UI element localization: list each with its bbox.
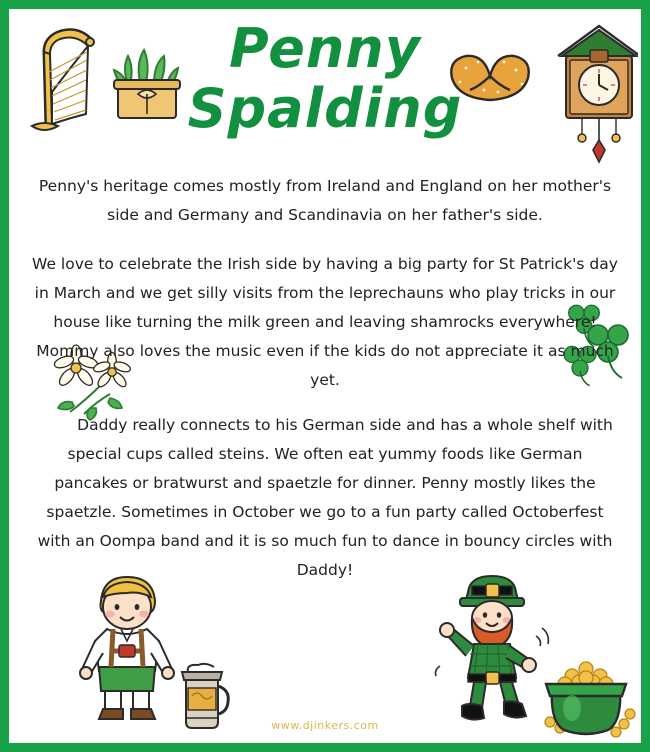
cuckoo-clock-icon (552, 22, 638, 172)
paragraph-2: We love to celebrate the Irish side by having a big party for St Patrick's day in March and we get silly visits from the leprechauns who play tricks in our house like turning the milk green and leaving shamrocks everywhere! Mommy also loves the music even if the kids do not appreciate it as much yet. (32, 255, 618, 389)
harp-icon (24, 22, 104, 137)
pretzel-icon (440, 42, 540, 108)
paragraph-3: Daddy really connects to his German side and has a whole shelf with special cups called steins. We often eat yummy foods like German pancakes or bratwurst and spaetzle for dinner. Penny mostly likes the spaetzle. Sometimes in October we go to a fun party called Octoberfest with an Oompa band and it is so much fun to dance in bouncy circles with Daddy! (37, 416, 613, 579)
body-text (30, 172, 620, 601)
poster-content (12, 12, 638, 740)
page-title (12, 17, 638, 140)
title-line-1: Penny (229, 17, 421, 80)
bavarian-boy-icon (67, 567, 187, 727)
paragraph-1: Penny's heritage comes mostly from Ireland and England on her mother's side and Germany and Scandinavia on her father's side. (38, 177, 612, 224)
flower-box-icon (108, 34, 188, 134)
title-line-2: Spalding (187, 77, 463, 140)
website-footer: www.djinkers.com (271, 719, 379, 732)
